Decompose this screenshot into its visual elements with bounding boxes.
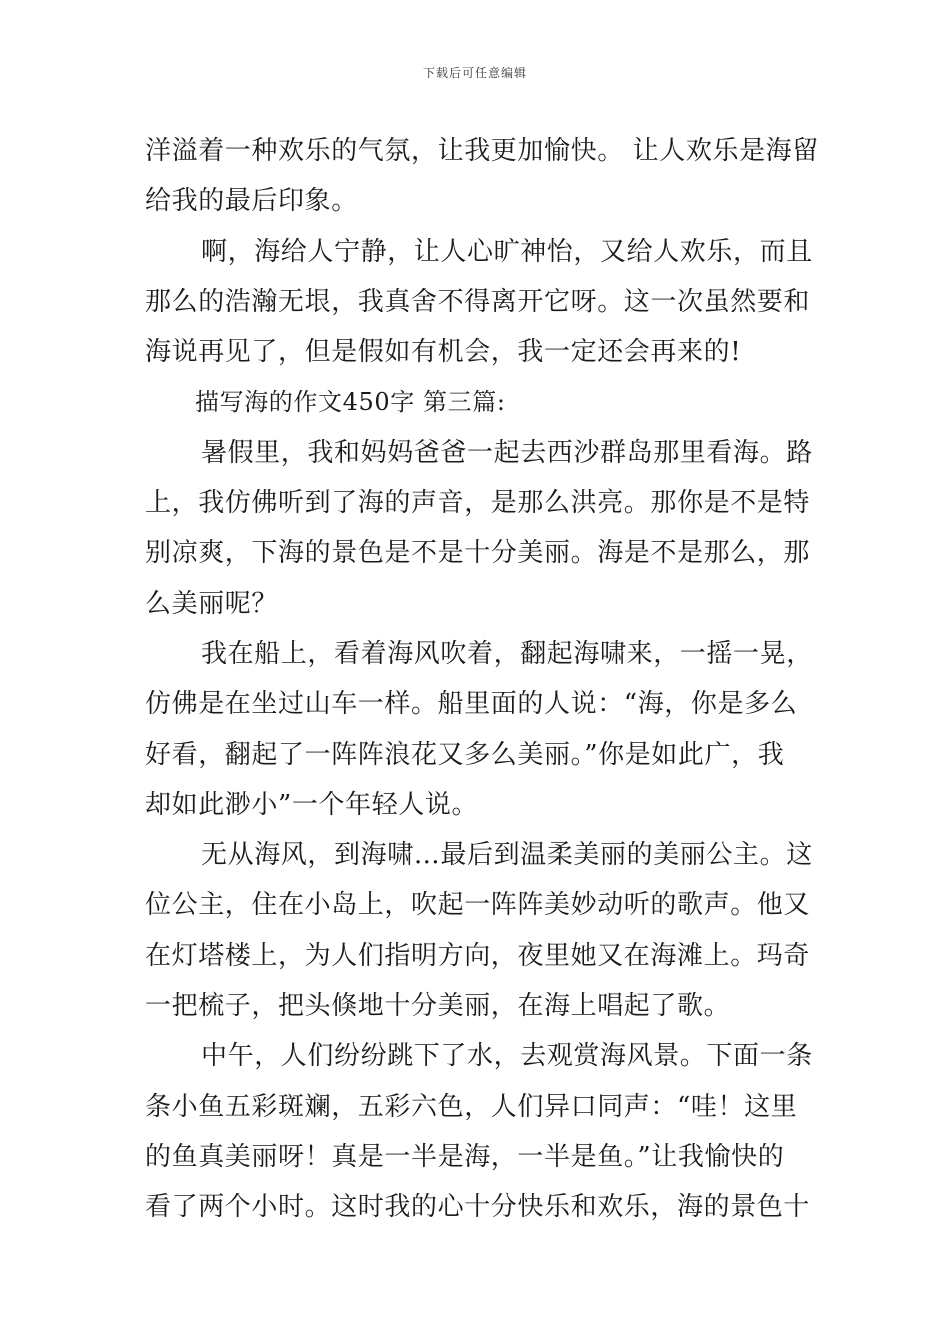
text-line: 么美丽呢？ <box>145 588 279 619</box>
text-line: 的鱼真美丽呀！真是一半是海，一半是鱼。”让我愉快的 <box>145 1141 785 1172</box>
text-line: 条小鱼五彩斑斓，五彩六色，人们异口同声：“哇！这里 <box>145 1091 798 1122</box>
text-line: 那么的浩瀚无垠，我真舍不得离开它呀。这一次虽然要和 <box>145 286 811 317</box>
text-line: 上，我仿佛听到了海的声音，是那么洪亮。那你是不是特 <box>145 488 811 519</box>
text-line: 仿佛是在坐过山车一样。船里面的人说：“海，你是多么 <box>145 689 798 720</box>
page-header: 下载后可任意编辑 <box>422 66 527 80</box>
text-line: 一把梳子，把头倏地十分美丽，在海上唱起了歌。 <box>145 991 731 1022</box>
essay-body <box>145 126 819 1233</box>
text-line: 洋溢着一种欢乐的气氛，让我更加愉快。 让人欢乐是海留 <box>145 136 819 166</box>
paragraph-start-line: 暑假里，我和妈妈爸爸一起去西沙群岛那里看海。路 <box>201 437 813 468</box>
text-line: 给我的最后印象。 <box>145 186 358 217</box>
text-line: 好看，翻起了一阵阵浪花又多么美丽。”你是如此广，我 <box>145 739 785 770</box>
paragraph-start-line: 我在船上，看着海风吹着，翻起海啸来，一摇一晃， <box>201 638 813 669</box>
paragraph-start-line: 啊，海给人宁静，让人心旷神怡，又给人欢乐，而且 <box>201 236 813 267</box>
paragraph-start-line: 无从海风，到海啸…最后到温柔美丽的美丽公主。这 <box>201 840 813 871</box>
text-line: 海说再见了，但是假如有机会，我一定还会再来的! <box>145 337 742 368</box>
text-line: 在灯塔楼上，为人们指明方向，夜里她又在海滩上。玛奇 <box>145 940 811 971</box>
text-line: 别凉爽，下海的景色是不是十分美丽。海是不是那么，那 <box>145 538 811 569</box>
paragraph-start-line: 中午，人们纷纷跳下了水，去观赏海风景。下面一条 <box>201 1041 813 1072</box>
text-line: 位公主，住在小岛上，吹起一阵阵美妙动听的歌声。他又 <box>145 890 811 921</box>
text-line: 却如此渺小”一个年轻人说。 <box>145 789 479 820</box>
section-heading: 描写海的作文450字 第三篇: <box>195 388 506 417</box>
text-line: 看了两个小时。这时我的心十分快乐和欢乐，海的景色十 <box>145 1192 811 1223</box>
